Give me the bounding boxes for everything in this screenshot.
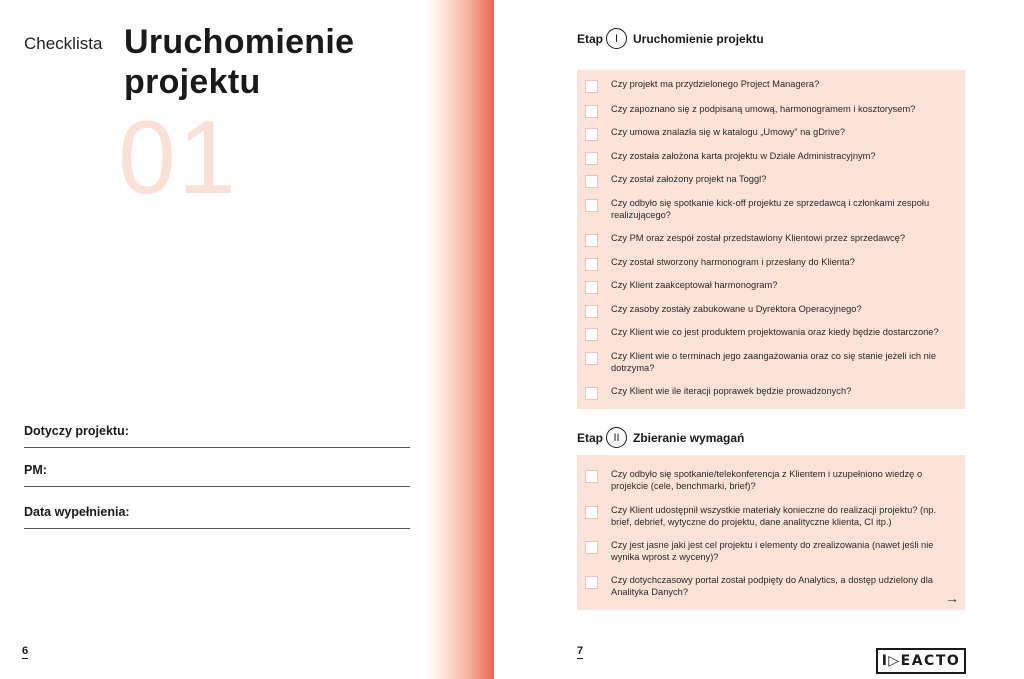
- checklist-item: [585, 351, 956, 374]
- checklist-item-text: Czy PM oraz zespół został przedstawiony Klientowi przez sprzedawcę?: [611, 233, 906, 243]
- stage-2-checklist: [577, 455, 965, 610]
- project-field-label: Dotyczy projektu:: [24, 424, 129, 438]
- page-number-right: 7: [577, 645, 584, 657]
- checklist-item-text: Czy zasoby zostały zabukowane u Dyrektora Operacyjnego?: [611, 304, 862, 314]
- checklist-item: [585, 257, 956, 271]
- next-page-arrow-icon[interactable]: →: [945, 590, 959, 606]
- checklist-item-text: Czy dotychczasowy portal został podpięty do Analytics, a dostęp udzielony dla Analityka Danych?: [611, 575, 933, 597]
- left-page: [0, 0, 430, 679]
- checklist-item: [585, 505, 956, 528]
- page-number-left: 6: [22, 645, 29, 657]
- page-title: [124, 22, 354, 102]
- pm-field-label: PM:: [24, 463, 47, 477]
- checklist-item: [585, 469, 956, 492]
- stage-1-label: Etap: [577, 31, 604, 46]
- stage-1-heading: [577, 28, 764, 49]
- checklist-item: [585, 198, 956, 221]
- checklist-item: [585, 127, 956, 141]
- checkbox[interactable]: [585, 387, 598, 400]
- checklist-item: [585, 151, 956, 165]
- checkbox[interactable]: [585, 80, 598, 93]
- logo-text: I▷EACTO: [881, 653, 961, 669]
- checklist-item: [585, 386, 956, 400]
- checklist-item: [585, 280, 956, 294]
- checklist-item-text: Czy został założony projekt na Toggl?: [611, 174, 767, 184]
- checkbox[interactable]: [585, 328, 598, 341]
- project-field[interactable]: [24, 422, 410, 448]
- checkbox[interactable]: [585, 105, 598, 118]
- stage-2-roman-badge: II: [606, 427, 627, 448]
- checkbox[interactable]: [585, 175, 598, 188]
- checklist-item: [585, 174, 956, 188]
- checkbox[interactable]: [585, 470, 598, 483]
- checkbox[interactable]: [585, 541, 598, 554]
- checkbox[interactable]: [585, 576, 598, 589]
- stage-1-checklist: [577, 70, 965, 409]
- checklist-item: [585, 233, 956, 247]
- stage-1-roman-badge: I: [606, 28, 627, 49]
- checkbox[interactable]: [585, 258, 598, 271]
- pm-field[interactable]: [24, 461, 410, 487]
- checklist-item-text: Czy umowa znalazła się w katalogu „Umowy” na gDrive?: [611, 127, 846, 137]
- checklist-item-text: Czy została założona karta projektu w Dziale Administracyjnym?: [611, 151, 876, 161]
- checklist-item-text: Czy odbyło się spotkanie/telekonferencja z Klientem i uzupełniono wiedzę o projekcie (cele, benchmarki, brief)?: [611, 469, 923, 491]
- stage-2-heading: [577, 427, 744, 448]
- checklist-item-text: Czy Klient udostępnił wszystkie materiały konieczne do realizacji projektu? (np. brief, debrief, wytyczne do projektu, dane analityczne klienta, CI itp.): [611, 505, 937, 527]
- checkbox[interactable]: [585, 352, 598, 365]
- checkbox[interactable]: [585, 152, 598, 165]
- checklist-item-text: Czy jest jasne jaki jest cel projektu i elementy do zrealizowania (nawet jeśli nie wynika wprost z wyceny)?: [611, 540, 934, 562]
- checklist-item: [585, 104, 956, 118]
- checklist-item: [585, 79, 956, 93]
- checkbox[interactable]: [585, 199, 598, 212]
- checklist-item-text: Czy Klient wie o terminach jego zaangażowania oraz co się stanie jeżeli ich nie dotrzyma?: [611, 351, 937, 373]
- checkbox[interactable]: [585, 234, 598, 247]
- section-number: 01: [118, 100, 238, 216]
- page-title-line2: projektu: [124, 63, 261, 101]
- page-gutter-gradient: [425, 0, 494, 679]
- checklist-item-text: Czy odbyło się spotkanie kick-off projektu ze sprzedawcą i członkami zespołu realizującego?: [611, 198, 930, 220]
- checklist-item-text: Czy zapoznano się z podpisaną umową, harmonogramem i kosztorysem?: [611, 104, 916, 114]
- checklist-kicker: Checklista: [24, 34, 103, 53]
- checklist-item: [585, 304, 956, 318]
- date-field[interactable]: [24, 503, 410, 529]
- checkbox[interactable]: [585, 281, 598, 294]
- checklist-item-text: Czy projekt ma przydzielonego Project Managera?: [611, 79, 820, 89]
- checkbox[interactable]: [585, 506, 598, 519]
- checkbox[interactable]: [585, 128, 598, 141]
- page-title-line1: Uruchomienie: [124, 23, 355, 61]
- stage-2-label: Etap: [577, 430, 604, 445]
- checklist-item: [585, 327, 956, 341]
- checklist-item-text: Czy Klient wie ile iteracji poprawek będzie prowadzonych?: [611, 386, 852, 396]
- date-field-label: Data wypełnienia:: [24, 505, 130, 519]
- checklist-item-text: Czy został stworzony harmonogram i przesłany do Klienta?: [611, 257, 855, 267]
- checkbox[interactable]: [585, 305, 598, 318]
- ideacto-logo: [876, 648, 966, 674]
- checklist-item-text: Czy Klient zaakceptował harmonogram?: [611, 280, 778, 290]
- stage-1-title: Uruchomienie projektu: [633, 31, 764, 46]
- checklist-item: [585, 575, 956, 598]
- checklist-item-text: Czy Klient wie co jest produktem projektowania oraz kiedy będzie dostarczone?: [611, 327, 939, 337]
- stage-2-title: Zbieranie wymagań: [633, 430, 745, 445]
- checklist-item: [585, 540, 956, 563]
